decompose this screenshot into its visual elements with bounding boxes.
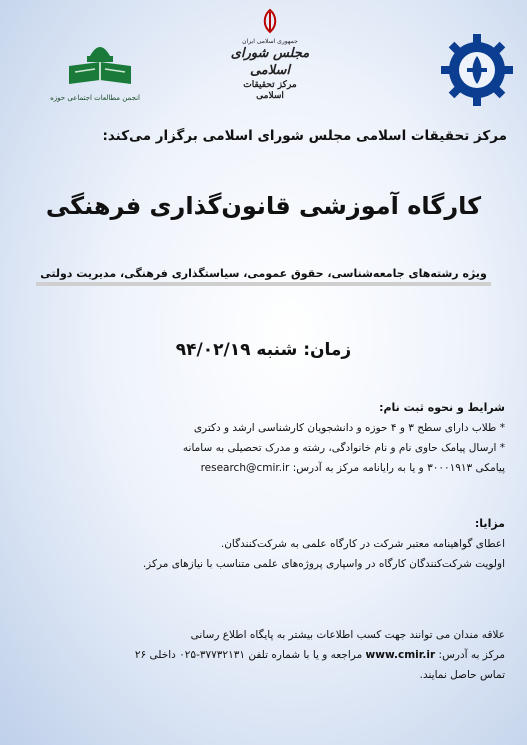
footer-line-2a: مرکز به آدرس: — [438, 649, 505, 661]
society-logo-caption: انجمن مطالعات اجتماعی حوزه — [50, 94, 140, 102]
gear-emblem-logo — [437, 30, 517, 110]
target-fields-text: ویژه رشته‌های جامعه‌شناسی، حقوق عمومی، سیاستگذاری فرهنگی، مدیریت دولتی — [36, 267, 491, 286]
society-logo — [50, 36, 140, 116]
conditions-section — [20, 398, 505, 478]
parliament-logo — [230, 8, 310, 108]
conditions-heading: شرایط و نحوه ثبت نام: — [379, 401, 505, 414]
conditions-item-2-cont — [20, 458, 505, 478]
benefits-section — [20, 514, 505, 574]
benefits-heading: مزایا: — [474, 517, 505, 530]
footer-line-1: علاقه مندان می توانند جهت کسب اطلاعات بیشتر به پایگاه اطلاع رسانی — [190, 629, 505, 641]
benefits-item-1: اعطای گواهینامه معتبر شرکت در کارگاه علمی به شرکت‌کنندگان. — [220, 538, 505, 550]
seal-line-1: جمهوری اسلامی ایران — [242, 38, 298, 45]
seal-line-2: مجلس شورای اسلامی — [230, 45, 310, 78]
emblem-icon — [255, 8, 285, 34]
conditions-item-2-cont-text: پیامکی ۳۰۰۰۱۹۱۳ و یا به رایانامه مرکز به آدرس: — [292, 462, 505, 474]
footer-line-3: تماس حاصل نمایند. — [419, 669, 505, 681]
website-link[interactable]: www.cmir.ir — [365, 649, 436, 661]
organizer-line: مرکز تحقیقات اسلامی مجلس شورای اسلامی برگزار می‌کند: — [102, 128, 507, 144]
seal-line-3: مرکز تحقیقات اسلامی — [243, 79, 297, 102]
conditions-item-2: * ارسال پیامک حاوی نام و نام خانوادگی، رشته و مدرک تحصیلی به سامانه — [182, 442, 505, 454]
target-fields — [0, 262, 527, 281]
conditions-item-1: * طلاب دارای سطح ۳ و ۴ حوزه و دانشجویان کارشناسی ارشد و دکتری — [193, 422, 505, 434]
benefits-item-2: اولویت شرکت‌کنندگان کارگاه در واسپاری پروژه‌های علمی متناسب با نیازهای مرکز. — [142, 558, 505, 570]
footer-line-2 — [20, 645, 505, 665]
footer-line-2b: مراجعه و یا با شماره تلفن ۳۷۷۳۲۱۳۱-۰۲۵ داخلی ۲۶ — [134, 649, 363, 661]
event-time: زمان: شنبه ۹۴/۰۲/۱۹ — [175, 340, 352, 360]
footer-section — [20, 625, 505, 685]
gear-emblem-icon — [437, 30, 517, 110]
email-link[interactable]: research@cmir.ir — [200, 462, 290, 474]
workshop-title: کارگاه آموزشی قانون‌گذاری فرهنگی — [45, 192, 482, 220]
book-dome-icon — [65, 36, 135, 88]
